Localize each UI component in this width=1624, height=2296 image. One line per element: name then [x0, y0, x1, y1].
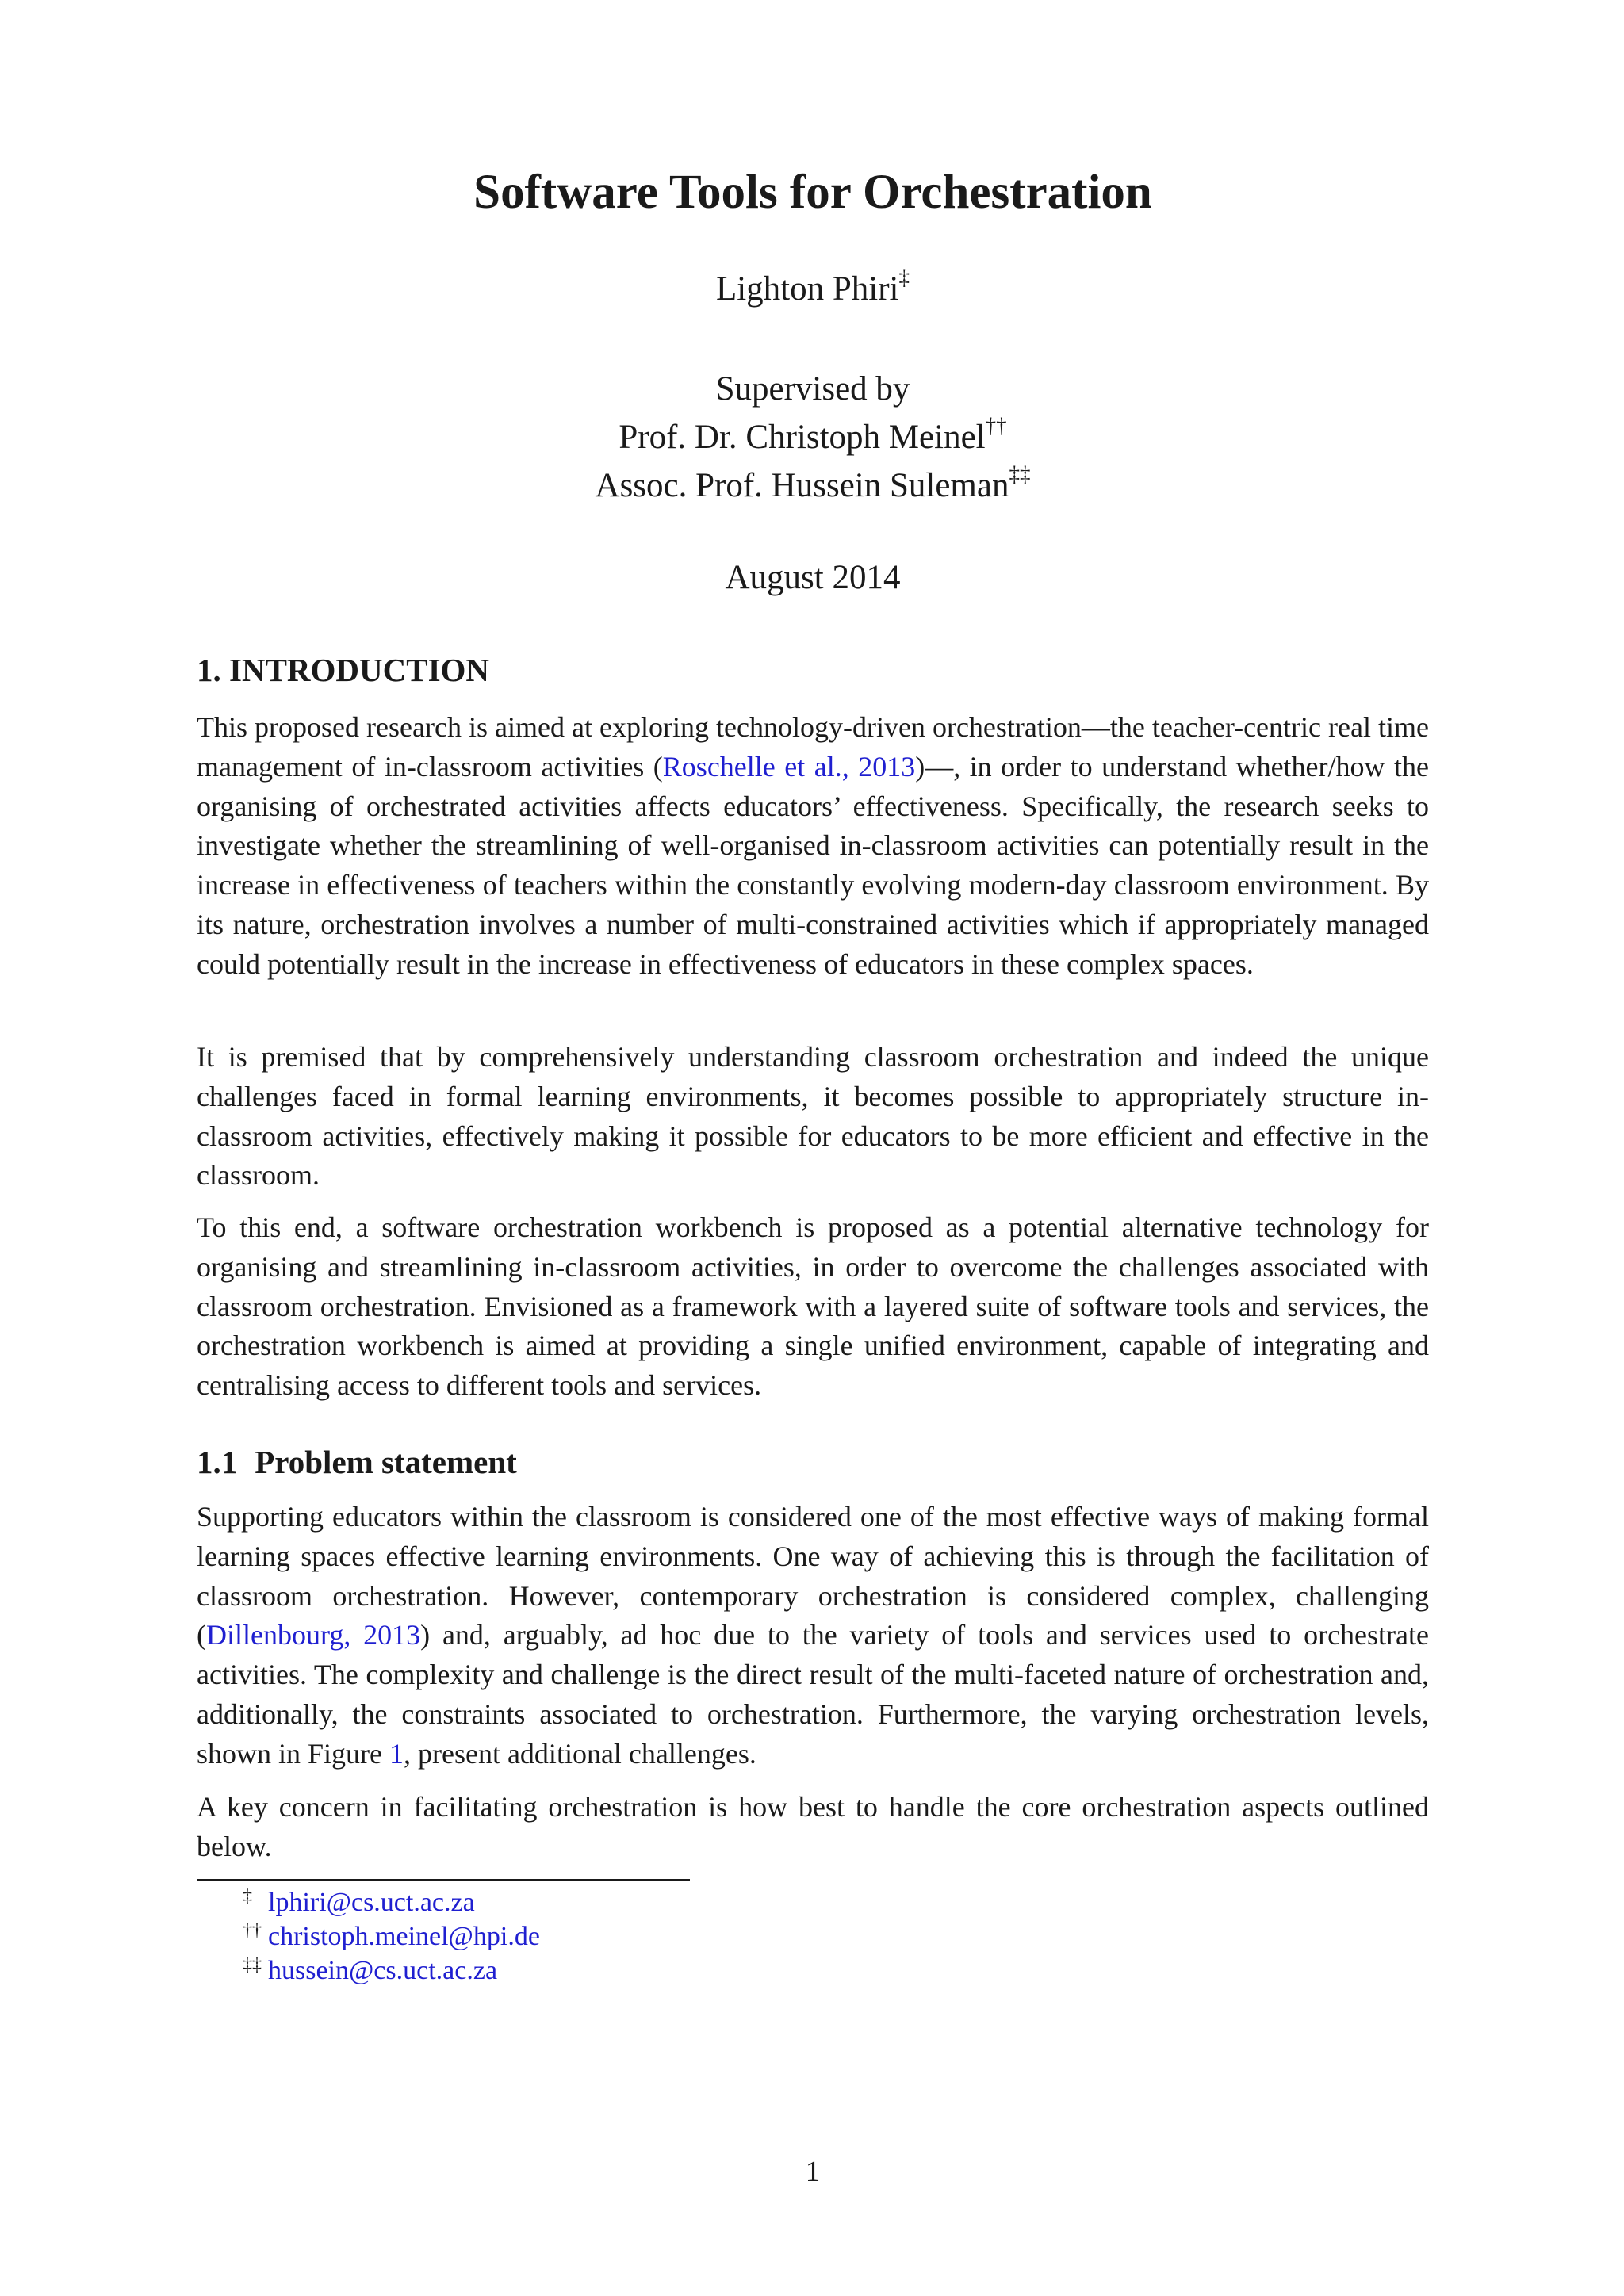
problem-paragraph-2: A key concern in facilitating orchestration is how best to handle the core orchestration aspects outlined below. [197, 1791, 1429, 1862]
supervisor-footnote-mark: ‡‡ [1009, 462, 1031, 486]
author-line [197, 265, 1429, 313]
intro-paragraph-3: To this end, a software orchestration workbench is proposed as a potential alternative technology for organising and streamlining in-classroom activities, in order to overcome the challenges associated with classroom orchestration. Envisioned as a framework with a layered suite of software tools and services, the orchestration workbench is aimed at providing a single unified environment, capable of integrating and centralising access to different tools and services. [197, 1211, 1429, 1402]
section-heading-introduction: 1. INTRODUCTION [197, 652, 490, 688]
footnote-email-link[interactable]: lphiri@cs.uct.ac.za [268, 1888, 475, 1917]
supervisor-line [197, 461, 1429, 510]
footnote-email-link[interactable]: christoph.meinel@hpi.de [268, 1922, 540, 1951]
supervisors-block [197, 365, 1429, 510]
section-number: 1.1 [197, 1444, 238, 1480]
paragraph-text: Supporting educators within the classroom is considered one of the most effective ways of making formal learning spaces effective learning environments. One way of achieving this is through the facilitation of classroom orchestration. However, contemporary orchestration is considered complex, challenging ( [197, 1501, 1429, 1651]
supervised-by-label: Supervised by [715, 370, 910, 408]
citation-link-roschelle[interactable]: Roschelle et al., 2013 [662, 750, 916, 783]
section-heading-problem-statement [197, 1443, 517, 1482]
paper-title: Software Tools for Orchestration [473, 166, 1152, 219]
citation-link-dillenbourg[interactable]: Dillenbourg, 2013 [206, 1619, 421, 1651]
paragraph-text: , present additional challenges. [404, 1737, 756, 1770]
section-title: Problem statement [255, 1444, 517, 1480]
supervisor-name: Prof. Dr. Christoph Meinel [619, 419, 986, 456]
paragraph-text: ) and, arguably, ad hoc due to the variety of tools and services used to orchestrate activities. The complexity and challenge is the direct result of the multi-faceted nature of orchestration and, additionally, the constraints associated to orchestration. Furthermore, the varying orchestration levels, shown in Figure [197, 1619, 1429, 1770]
footnotes-block [243, 1885, 540, 1988]
footnote-item: ‡ lphiri@cs.uct.ac.za [243, 1886, 475, 1917]
intro-paragraph-1 [197, 708, 1429, 985]
author-footnote-mark: ‡ [898, 266, 910, 289]
page-number: 1 [805, 2156, 821, 2188]
supervisor-line [197, 413, 1429, 461]
intro-paragraph-2: It is premised that by comprehensively understanding classroom orchestration and indeed the unique challenges faced in formal learning environments, it becomes possible to appropriately structure in-classroom activities, effectively making it possible for educators to be more efficient and effective in the classroom. [197, 1041, 1429, 1192]
supervisor-footnote-mark: †† [985, 414, 1007, 438]
supervisor-name: Assoc. Prof. Hussein Suleman [595, 467, 1009, 504]
footnote-divider [197, 1879, 690, 1881]
author-name: Lighton Phiri [715, 270, 899, 308]
paragraph-text: This proposed research is aimed at exploring technology-driven orchestration—the teacher-centric real time management of in-classroom activities ( [197, 711, 1429, 783]
footnote-item: †† christoph.meinel@hpi.de [243, 1920, 540, 1951]
paragraph-text: )—, in order to understand whether/how the organising of orchestrated activities affects educators’ effectiveness. Specifically, the research seeks to investigate whether the streamlining of well-organised in-classroom activities can potentially result in the increase in effectiveness of teachers within the constantly evolving modern-day classroom environment. By its nature, orchestration involves a number of multi-constrained activities which if appropriately managed could potentially result in the increase in effectiveness of educators in these complex spaces. [197, 750, 1429, 980]
footnote-item: ‡‡ hussein@cs.uct.ac.za [243, 1954, 498, 1985]
problem-paragraph-1 [197, 1498, 1429, 1774]
paper-date: August 2014 [725, 559, 901, 596]
figure-reference-link[interactable]: 1 [389, 1737, 404, 1770]
footnote-email-link[interactable]: hussein@cs.uct.ac.za [268, 1956, 498, 1985]
